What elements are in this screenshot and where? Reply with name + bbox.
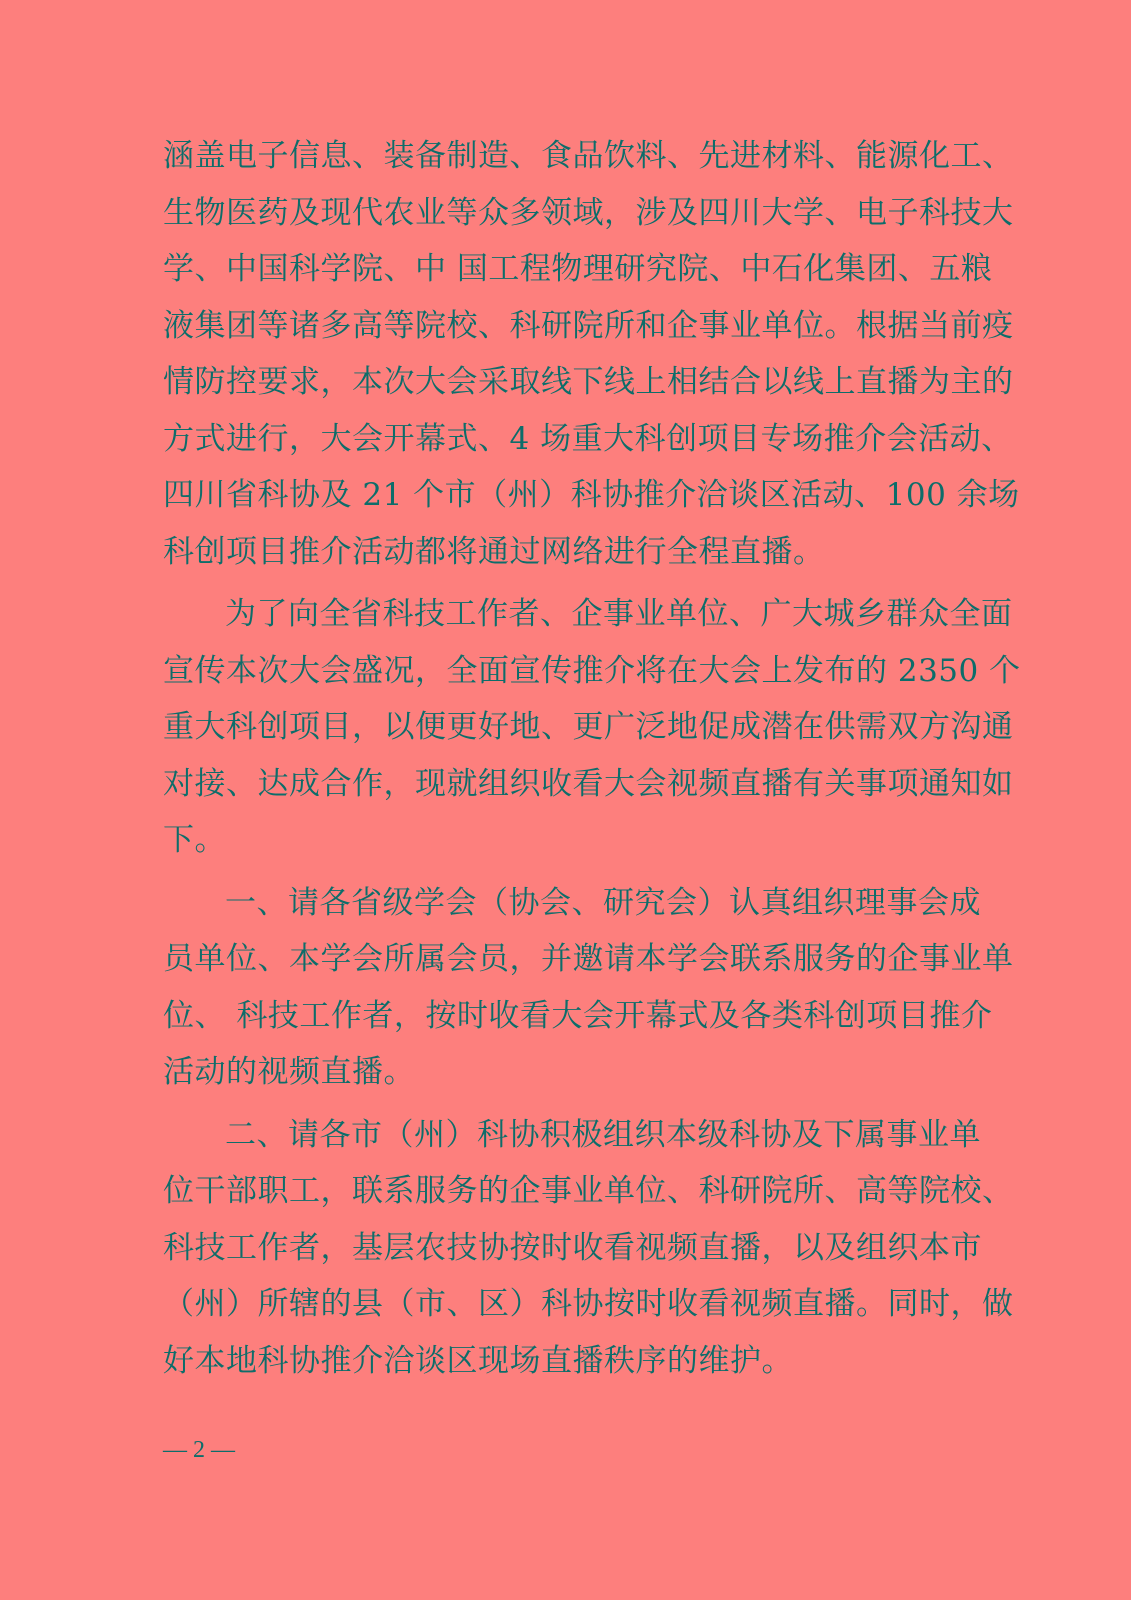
text-line: 液集团等诸多高等院校、科研院所和企事业单位。根据当前疫 [163,307,1014,344]
text-line: 为了向全省科技工作者、企事业单位、广大城乡群众全面 [225,596,1013,632]
paragraph-item-one [163,875,1014,1101]
text-line: 学、中国科学院、中 国工程物理研究院、中石化集团、五粮 [163,251,993,287]
document-body [163,128,1021,1389]
text-line: 二、请各市（州）科协积极组织本级科协及下属事业单 [225,1116,981,1153]
text-line: 下。 [163,822,226,858]
text-line: 宣传本次大会盛况，全面宣传推介将在大会上发布的 2350 个 [163,652,1021,689]
text-line: 生物医药及现代农业等众多领域，涉及四川大学、电子科技大 [163,194,1014,231]
page-number: — 2 — [163,1437,235,1463]
paragraph-purpose [163,586,1021,869]
text-line: 好本地科协推介洽谈区现场直播秩序的维护。 [163,1342,793,1379]
text-line: 科技工作者，基层农技协按时收看视频直播，以及组织本市 [163,1229,982,1266]
text-line: 涵盖电子信息、装备制造、食品饮料、先进材料、能源化工、 [163,138,1014,174]
paragraph-intro [163,128,1020,580]
text-line: 对接、达成合作，现就组织收看大会视频直播有关事项通知如 [163,765,1014,802]
text-line: 活动的视频直播。 [163,1054,415,1090]
text-line: 四川省科协及 21 个市（州）科协推介洽谈区活动、100 余场 [163,477,1020,513]
text-line: 位干部职工，联系服务的企事业单位、科研院所、高等院校、 [163,1173,1014,1209]
text-line: 一、请各省级学会（协会、研究会）认真组织理事会成 [225,884,981,921]
text-line: 位、 科技工作者，按时收看大会开幕式及各类科创项目推介 [163,997,993,1034]
text-line: （州）所辖的县（市、区）科协按时收看视频直播。同时，做 [163,1286,1014,1322]
text-line: 重大科创项目，以便更好地、更广泛地促成潜在供需双方沟通 [163,709,1014,745]
text-line: 员单位、本学会所属会员，并邀请本学会联系服务的企事业单 [163,941,1014,977]
paragraph-item-two [163,1107,1014,1390]
text-line: 情防控要求，本次大会采取线下线上相结合以线上直播为主的 [163,364,1014,400]
text-line: 科创项目推介活动都将通过网络进行全程直播。 [163,533,825,570]
text-line: 方式进行，大会开幕式、4 场重大科创项目专场推介会活动、 [163,420,1013,457]
